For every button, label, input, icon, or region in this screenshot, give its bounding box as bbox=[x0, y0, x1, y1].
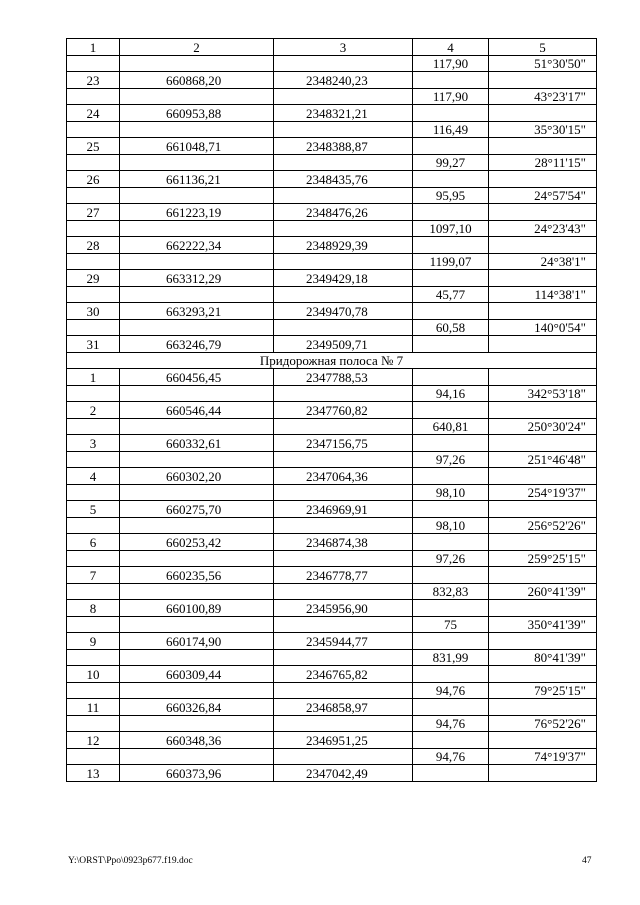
coord-x: 660253,42 bbox=[120, 534, 274, 551]
point-row bbox=[67, 666, 597, 683]
point-row bbox=[67, 303, 597, 320]
point-number: 8 bbox=[67, 600, 120, 617]
empty-cell bbox=[413, 633, 489, 650]
segment-row bbox=[67, 616, 597, 633]
coord-x: 661136,21 bbox=[120, 171, 274, 188]
header-cell: 4 bbox=[413, 39, 489, 56]
segment-row bbox=[67, 583, 597, 600]
section-row bbox=[67, 352, 597, 369]
empty-cell bbox=[67, 319, 120, 336]
segment-length: 97,26 bbox=[413, 451, 489, 468]
empty-cell bbox=[67, 220, 120, 237]
empty-cell bbox=[67, 583, 120, 600]
empty-cell bbox=[120, 187, 274, 204]
segment-row bbox=[67, 154, 597, 171]
empty-cell bbox=[489, 501, 597, 518]
coord-y: 2345944,77 bbox=[274, 633, 413, 650]
coord-x: 660953,88 bbox=[120, 105, 274, 122]
empty-cell bbox=[413, 72, 489, 89]
empty-cell bbox=[274, 319, 413, 336]
empty-cell bbox=[489, 270, 597, 287]
empty-cell bbox=[413, 501, 489, 518]
point-row bbox=[67, 72, 597, 89]
empty-cell bbox=[67, 253, 120, 270]
segment-row bbox=[67, 55, 597, 72]
direction-angle: 51°30'50" bbox=[489, 55, 597, 72]
segment-row bbox=[67, 187, 597, 204]
empty-cell bbox=[67, 517, 120, 534]
coord-x: 660326,84 bbox=[120, 699, 274, 716]
empty-cell bbox=[120, 451, 274, 468]
segment-row bbox=[67, 220, 597, 237]
empty-cell bbox=[274, 748, 413, 765]
segment-row bbox=[67, 748, 597, 765]
segment-row bbox=[67, 517, 597, 534]
point-row bbox=[67, 732, 597, 749]
empty-cell bbox=[120, 88, 274, 105]
point-number: 10 bbox=[67, 666, 120, 683]
empty-cell bbox=[489, 666, 597, 683]
empty-cell bbox=[274, 418, 413, 435]
coord-y: 2348435,76 bbox=[274, 171, 413, 188]
empty-cell bbox=[274, 154, 413, 171]
empty-cell bbox=[274, 550, 413, 567]
empty-cell bbox=[489, 237, 597, 254]
empty-cell bbox=[413, 270, 489, 287]
point-row bbox=[67, 369, 597, 386]
coord-y: 2346778,77 bbox=[274, 567, 413, 584]
coord-y: 2347760,82 bbox=[274, 402, 413, 419]
point-number: 23 bbox=[67, 72, 120, 89]
direction-angle: 76°52'26" bbox=[489, 715, 597, 732]
segment-length: 75 bbox=[413, 616, 489, 633]
coord-x: 663293,21 bbox=[120, 303, 274, 320]
empty-cell bbox=[67, 748, 120, 765]
direction-angle: 80°41'39" bbox=[489, 649, 597, 666]
empty-cell bbox=[489, 204, 597, 221]
segment-length: 45,77 bbox=[413, 286, 489, 303]
segment-row bbox=[67, 319, 597, 336]
direction-angle: 24°38'1" bbox=[489, 253, 597, 270]
coord-x: 660868,20 bbox=[120, 72, 274, 89]
empty-cell bbox=[120, 154, 274, 171]
segment-length: 60,58 bbox=[413, 319, 489, 336]
direction-angle: 43°23'17" bbox=[489, 88, 597, 105]
empty-cell bbox=[67, 385, 120, 402]
point-number: 1 bbox=[67, 369, 120, 386]
empty-cell bbox=[274, 187, 413, 204]
point-number: 7 bbox=[67, 567, 120, 584]
header-cell: 3 bbox=[274, 39, 413, 56]
empty-cell bbox=[489, 633, 597, 650]
empty-cell bbox=[489, 72, 597, 89]
empty-cell bbox=[274, 616, 413, 633]
empty-cell bbox=[274, 385, 413, 402]
empty-cell bbox=[120, 253, 274, 270]
direction-angle: 74°19'37" bbox=[489, 748, 597, 765]
empty-cell bbox=[120, 319, 274, 336]
empty-cell bbox=[274, 583, 413, 600]
empty-cell bbox=[274, 121, 413, 138]
segment-row bbox=[67, 550, 597, 567]
coord-y: 2347788,53 bbox=[274, 369, 413, 386]
segment-length: 98,10 bbox=[413, 517, 489, 534]
direction-angle: 251°46'48" bbox=[489, 451, 597, 468]
empty-cell bbox=[67, 121, 120, 138]
empty-cell bbox=[413, 666, 489, 683]
empty-cell bbox=[489, 468, 597, 485]
direction-angle: 35°30'15" bbox=[489, 121, 597, 138]
empty-cell bbox=[413, 468, 489, 485]
point-number: 13 bbox=[67, 765, 120, 782]
coord-x: 660235,56 bbox=[120, 567, 274, 584]
coord-y: 2347156,75 bbox=[274, 435, 413, 452]
empty-cell bbox=[120, 286, 274, 303]
segment-length: 831,99 bbox=[413, 649, 489, 666]
point-number: 31 bbox=[67, 336, 120, 353]
empty-cell bbox=[274, 55, 413, 72]
empty-cell bbox=[413, 204, 489, 221]
coord-y: 2346951,25 bbox=[274, 732, 413, 749]
empty-cell bbox=[274, 517, 413, 534]
coord-y: 2348321,21 bbox=[274, 105, 413, 122]
empty-cell bbox=[120, 517, 274, 534]
empty-cell bbox=[413, 105, 489, 122]
empty-cell bbox=[120, 616, 274, 633]
header-cell: 2 bbox=[120, 39, 274, 56]
empty-cell bbox=[489, 699, 597, 716]
empty-cell bbox=[274, 715, 413, 732]
empty-cell bbox=[489, 138, 597, 155]
empty-cell bbox=[489, 534, 597, 551]
direction-angle: 24°57'54" bbox=[489, 187, 597, 204]
empty-cell bbox=[413, 369, 489, 386]
direction-angle: 260°41'39" bbox=[489, 583, 597, 600]
segment-length: 117,90 bbox=[413, 88, 489, 105]
coord-y: 2349470,78 bbox=[274, 303, 413, 320]
segment-length: 94,76 bbox=[413, 715, 489, 732]
empty-cell bbox=[67, 286, 120, 303]
empty-cell bbox=[120, 550, 274, 567]
empty-cell bbox=[67, 715, 120, 732]
point-number: 25 bbox=[67, 138, 120, 155]
empty-cell bbox=[413, 600, 489, 617]
empty-cell bbox=[120, 121, 274, 138]
empty-cell bbox=[489, 402, 597, 419]
direction-angle: 256°52'26" bbox=[489, 517, 597, 534]
point-number: 4 bbox=[67, 468, 120, 485]
coord-y: 2349509,71 bbox=[274, 336, 413, 353]
point-row bbox=[67, 699, 597, 716]
segment-row bbox=[67, 253, 597, 270]
direction-angle: 140°0'54" bbox=[489, 319, 597, 336]
empty-cell bbox=[67, 88, 120, 105]
empty-cell bbox=[274, 484, 413, 501]
point-row bbox=[67, 435, 597, 452]
empty-cell bbox=[120, 715, 274, 732]
empty-cell bbox=[274, 286, 413, 303]
direction-angle: 259°25'15" bbox=[489, 550, 597, 567]
point-number: 27 bbox=[67, 204, 120, 221]
coord-x: 660332,61 bbox=[120, 435, 274, 452]
empty-cell bbox=[67, 616, 120, 633]
empty-cell bbox=[120, 748, 274, 765]
empty-cell bbox=[67, 418, 120, 435]
footer-page-number: 47 bbox=[582, 856, 592, 866]
coordinates-table-body bbox=[67, 39, 597, 782]
segment-length: 1199,07 bbox=[413, 253, 489, 270]
empty-cell bbox=[67, 649, 120, 666]
empty-cell bbox=[67, 682, 120, 699]
segment-row bbox=[67, 88, 597, 105]
segment-row bbox=[67, 649, 597, 666]
segment-length: 94,16 bbox=[413, 385, 489, 402]
direction-angle: 342°53'18" bbox=[489, 385, 597, 402]
empty-cell bbox=[67, 187, 120, 204]
point-number: 5 bbox=[67, 501, 120, 518]
empty-cell bbox=[489, 567, 597, 584]
direction-angle: 28°11'15" bbox=[489, 154, 597, 171]
empty-cell bbox=[120, 418, 274, 435]
empty-cell bbox=[413, 699, 489, 716]
point-number: 11 bbox=[67, 699, 120, 716]
segment-row bbox=[67, 451, 597, 468]
empty-cell bbox=[489, 369, 597, 386]
segment-length: 94,76 bbox=[413, 682, 489, 699]
segment-row bbox=[67, 484, 597, 501]
coord-x: 660546,44 bbox=[120, 402, 274, 419]
empty-cell bbox=[489, 600, 597, 617]
empty-cell bbox=[413, 435, 489, 452]
point-number: 28 bbox=[67, 237, 120, 254]
empty-cell bbox=[67, 55, 120, 72]
empty-cell bbox=[413, 336, 489, 353]
empty-cell bbox=[67, 550, 120, 567]
empty-cell bbox=[67, 451, 120, 468]
section-title: Придорожная полоса № 7 bbox=[67, 352, 597, 369]
point-row bbox=[67, 567, 597, 584]
point-number: 6 bbox=[67, 534, 120, 551]
coord-x: 660348,36 bbox=[120, 732, 274, 749]
segment-row bbox=[67, 286, 597, 303]
direction-angle: 250°30'24" bbox=[489, 418, 597, 435]
segment-length: 832,83 bbox=[413, 583, 489, 600]
segment-length: 94,76 bbox=[413, 748, 489, 765]
point-number: 29 bbox=[67, 270, 120, 287]
segment-length: 98,10 bbox=[413, 484, 489, 501]
point-row bbox=[67, 138, 597, 155]
segment-length: 95,95 bbox=[413, 187, 489, 204]
coord-y: 2346874,38 bbox=[274, 534, 413, 551]
point-number: 9 bbox=[67, 633, 120, 650]
point-row bbox=[67, 468, 597, 485]
footer-file-path: Y:\ORST\Ppo\0923p677.f19.doc bbox=[68, 856, 193, 866]
segment-row bbox=[67, 682, 597, 699]
empty-cell bbox=[274, 253, 413, 270]
empty-cell bbox=[413, 534, 489, 551]
header-cell: 5 bbox=[489, 39, 597, 56]
coord-y: 2348240,23 bbox=[274, 72, 413, 89]
empty-cell bbox=[413, 567, 489, 584]
empty-cell bbox=[413, 303, 489, 320]
empty-cell bbox=[67, 484, 120, 501]
point-row bbox=[67, 237, 597, 254]
empty-cell bbox=[489, 732, 597, 749]
point-row bbox=[67, 600, 597, 617]
empty-cell bbox=[413, 732, 489, 749]
coord-y: 2347042,49 bbox=[274, 765, 413, 782]
segment-length: 97,26 bbox=[413, 550, 489, 567]
point-row bbox=[67, 765, 597, 782]
segment-row bbox=[67, 715, 597, 732]
coord-x: 660309,44 bbox=[120, 666, 274, 683]
empty-cell bbox=[489, 336, 597, 353]
point-number: 2 bbox=[67, 402, 120, 419]
segment-length: 1097,10 bbox=[413, 220, 489, 237]
empty-cell bbox=[274, 88, 413, 105]
coord-x: 660302,20 bbox=[120, 468, 274, 485]
coord-y: 2345956,90 bbox=[274, 600, 413, 617]
point-number: 30 bbox=[67, 303, 120, 320]
coordinates-table bbox=[66, 38, 597, 782]
coord-y: 2346969,91 bbox=[274, 501, 413, 518]
empty-cell bbox=[120, 385, 274, 402]
coord-y: 2347064,36 bbox=[274, 468, 413, 485]
empty-cell bbox=[413, 402, 489, 419]
point-number: 26 bbox=[67, 171, 120, 188]
segment-length: 117,90 bbox=[413, 55, 489, 72]
empty-cell bbox=[120, 583, 274, 600]
empty-cell bbox=[120, 649, 274, 666]
empty-cell bbox=[120, 55, 274, 72]
coord-y: 2349429,18 bbox=[274, 270, 413, 287]
coord-x: 660456,45 bbox=[120, 369, 274, 386]
empty-cell bbox=[413, 765, 489, 782]
point-row bbox=[67, 270, 597, 287]
empty-cell bbox=[413, 138, 489, 155]
point-row bbox=[67, 105, 597, 122]
coord-x: 661223,19 bbox=[120, 204, 274, 221]
point-number: 24 bbox=[67, 105, 120, 122]
segment-row bbox=[67, 418, 597, 435]
coord-x: 663312,29 bbox=[120, 270, 274, 287]
coord-x: 660100,89 bbox=[120, 600, 274, 617]
header-cell: 1 bbox=[67, 39, 120, 56]
empty-cell bbox=[274, 451, 413, 468]
point-row bbox=[67, 534, 597, 551]
point-row bbox=[67, 204, 597, 221]
point-row bbox=[67, 171, 597, 188]
point-row bbox=[67, 402, 597, 419]
segment-length: 116,49 bbox=[413, 121, 489, 138]
point-number: 3 bbox=[67, 435, 120, 452]
coord-y: 2346858,97 bbox=[274, 699, 413, 716]
empty-cell bbox=[274, 220, 413, 237]
coord-y: 2346765,82 bbox=[274, 666, 413, 683]
coord-y: 2348929,39 bbox=[274, 237, 413, 254]
point-number: 12 bbox=[67, 732, 120, 749]
direction-angle: 24°23'43" bbox=[489, 220, 597, 237]
coord-y: 2348476,26 bbox=[274, 204, 413, 221]
direction-angle: 79°25'15" bbox=[489, 682, 597, 699]
empty-cell bbox=[489, 171, 597, 188]
coord-x: 660174,90 bbox=[120, 633, 274, 650]
empty-cell bbox=[120, 484, 274, 501]
coord-x: 660275,70 bbox=[120, 501, 274, 518]
empty-cell bbox=[413, 171, 489, 188]
empty-cell bbox=[489, 105, 597, 122]
point-row bbox=[67, 336, 597, 353]
empty-cell bbox=[489, 765, 597, 782]
point-row bbox=[67, 501, 597, 518]
empty-cell bbox=[120, 682, 274, 699]
direction-angle: 254°19'37" bbox=[489, 484, 597, 501]
segment-length: 99,27 bbox=[413, 154, 489, 171]
coord-x: 660373,96 bbox=[120, 765, 274, 782]
segment-row bbox=[67, 121, 597, 138]
empty-cell bbox=[489, 303, 597, 320]
empty-cell bbox=[120, 220, 274, 237]
empty-cell bbox=[413, 237, 489, 254]
coord-x: 663246,79 bbox=[120, 336, 274, 353]
empty-cell bbox=[274, 682, 413, 699]
segment-length: 640,81 bbox=[413, 418, 489, 435]
segment-row bbox=[67, 385, 597, 402]
coord-x: 662222,34 bbox=[120, 237, 274, 254]
empty-cell bbox=[274, 649, 413, 666]
direction-angle: 114°38'1" bbox=[489, 286, 597, 303]
coord-x: 661048,71 bbox=[120, 138, 274, 155]
empty-cell bbox=[489, 435, 597, 452]
direction-angle: 350°41'39" bbox=[489, 616, 597, 633]
point-row bbox=[67, 633, 597, 650]
empty-cell bbox=[67, 154, 120, 171]
coord-y: 2348388,87 bbox=[274, 138, 413, 155]
table-header-row bbox=[67, 39, 597, 56]
